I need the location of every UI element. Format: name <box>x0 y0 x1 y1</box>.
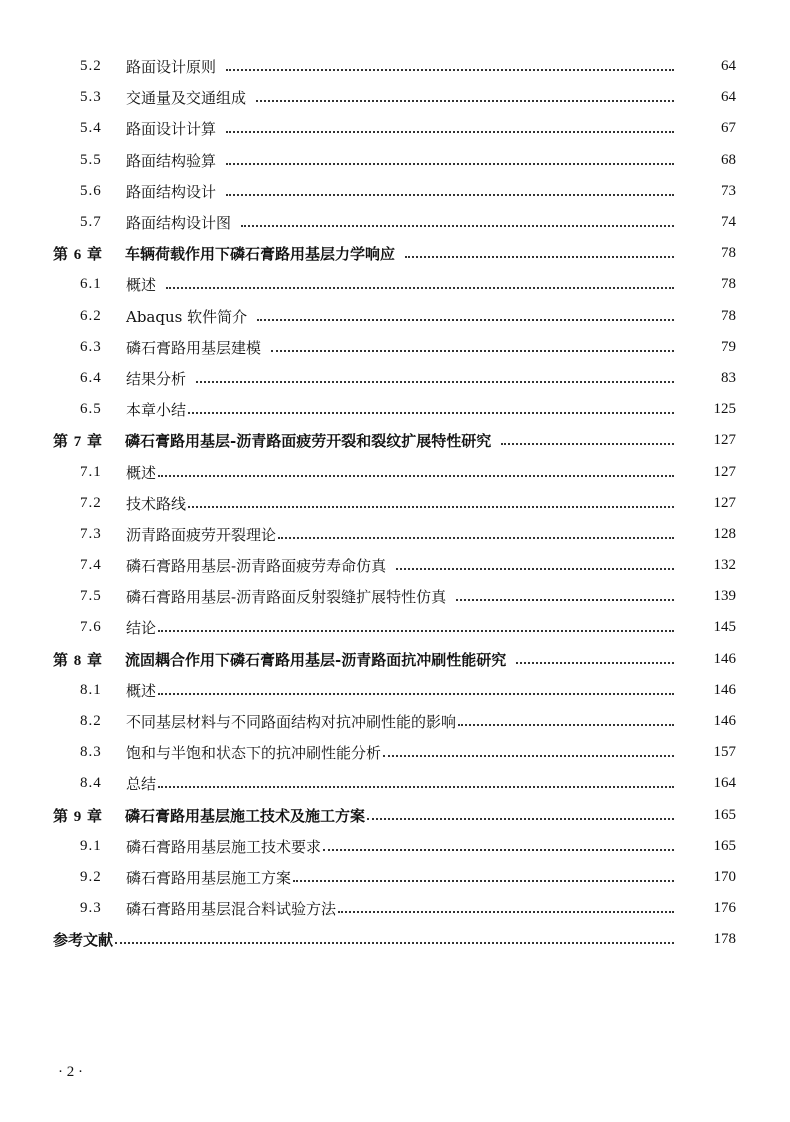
toc-entry-number: 第 7 章 <box>53 434 104 451</box>
dot-leader <box>396 567 674 570</box>
dot-leader <box>456 598 674 601</box>
toc-entry-number: 8.2 <box>80 713 102 730</box>
toc-entry-page: 127 <box>713 463 736 480</box>
toc-entry-title: 不同基层材料与不同路面结构对抗冲刷性能的影响 <box>126 713 457 732</box>
dot-leader <box>257 318 674 321</box>
toc-entry-title: 概述 <box>126 681 157 700</box>
toc-entry-number: 6.5 <box>80 401 102 418</box>
toc-entry-number: 6.2 <box>80 307 102 324</box>
toc-entry-page: 145 <box>713 619 736 636</box>
dot-leader <box>158 692 674 695</box>
toc-entry-title: Abaqus 软件简介 <box>126 307 248 326</box>
toc-entry-title: 沥青路面疲劳开裂理论 <box>126 525 277 544</box>
toc-entry-page: 64 <box>721 58 736 75</box>
dot-leader <box>166 286 674 289</box>
toc-entry-number: 5.7 <box>80 214 102 231</box>
toc-entry-title: 磷石膏路用基层施工方案 <box>126 868 292 887</box>
toc-section-entry[interactable] <box>0 519 790 550</box>
dot-leader <box>367 817 674 820</box>
toc-entry-page: 64 <box>721 89 736 106</box>
toc-entry-number: 5.5 <box>80 151 102 168</box>
toc-entry-page: 78 <box>721 245 736 262</box>
dot-leader <box>115 941 674 944</box>
toc-entry-number: 8.3 <box>80 744 102 761</box>
dot-leader <box>226 130 674 133</box>
toc-entry-page: 128 <box>713 525 736 542</box>
dot-leader <box>241 224 674 227</box>
toc-section-entry[interactable] <box>0 363 790 394</box>
dot-leader <box>188 411 674 414</box>
toc-section-entry[interactable] <box>0 394 790 425</box>
toc-entry-title: 参考文献 <box>53 931 114 950</box>
toc-entry-number: 9.3 <box>80 900 102 917</box>
toc-entry-page: 132 <box>713 557 736 574</box>
toc-entry-page: 68 <box>721 151 736 168</box>
toc-entry-number: 7.1 <box>80 463 102 480</box>
toc-entry-page: 146 <box>713 713 736 730</box>
toc-entry-title: 磷石膏路用基层建模 <box>126 338 262 357</box>
toc-entry-number: 6.4 <box>80 369 102 386</box>
toc-entry-page: 165 <box>713 806 736 823</box>
toc-entry-number: 7.3 <box>80 525 102 542</box>
dot-leader <box>516 661 674 664</box>
toc-entry-title: 结果分析 <box>126 369 187 388</box>
toc-section-entry[interactable] <box>0 207 790 238</box>
toc-entry-title: 磷石膏路用基层-沥青路面疲劳开裂和裂纹扩展特性研究 <box>125 432 492 451</box>
toc-entry-title: 磷石膏路用基层混合料试验方法 <box>126 900 337 919</box>
toc-section-entry[interactable] <box>0 332 790 363</box>
dot-leader <box>383 754 674 757</box>
toc-entry-title: 路面结构设计 <box>126 182 217 201</box>
toc-entry-number: 5.3 <box>80 89 102 106</box>
toc-section-entry[interactable] <box>0 456 790 487</box>
toc-section-entry[interactable] <box>0 82 790 113</box>
toc-entry-title: 本章小结 <box>126 401 187 420</box>
toc-section-entry[interactable] <box>0 145 790 176</box>
toc-chapter-entry[interactable] <box>0 800 790 831</box>
toc-entry-page: 67 <box>721 120 736 137</box>
toc-entry-page: 127 <box>713 432 736 449</box>
toc-entry-title: 磷石膏路用基层施工技术要求 <box>126 837 322 856</box>
toc-entry-title: 路面设计原则 <box>126 58 217 77</box>
toc-section-entry[interactable] <box>0 768 790 799</box>
toc-entry-title: 磷石膏路用基层-沥青路面反射裂缝扩展特性仿真 <box>126 588 447 607</box>
toc-entry-title: 交通量及交通组成 <box>126 89 247 108</box>
toc-entry-number: 9.2 <box>80 868 102 885</box>
toc-section-entry[interactable] <box>0 51 790 82</box>
dot-leader <box>323 848 674 851</box>
dot-leader <box>278 536 674 539</box>
toc-section-entry[interactable] <box>0 737 790 768</box>
toc-entry-number: 6.3 <box>80 338 102 355</box>
toc-entry-number: 6.1 <box>80 276 102 293</box>
toc-entry-title: 技术路线 <box>126 494 187 513</box>
toc-entry-page: 176 <box>713 900 736 917</box>
toc-entry-title: 饱和与半饱和状态下的抗冲刷性能分析 <box>126 744 382 763</box>
dot-leader <box>158 629 674 632</box>
dot-leader <box>271 349 674 352</box>
toc-entry-number: 第 6 章 <box>53 247 104 264</box>
toc-entry-number: 5.2 <box>80 58 102 75</box>
toc-entry-title: 总结 <box>126 775 157 794</box>
dot-leader <box>158 785 674 788</box>
toc-entry-title: 磷石膏路用基层-沥青路面疲劳寿命仿真 <box>126 557 387 576</box>
toc-entry-page: 170 <box>713 868 736 885</box>
toc-entry-page: 73 <box>721 182 736 199</box>
toc-chapter-entry[interactable] <box>0 644 790 675</box>
toc-entry-title: 路面设计计算 <box>126 120 217 139</box>
toc-section-entry[interactable] <box>0 893 790 924</box>
toc-entry-title: 流固耦合作用下磷石膏路用基层-沥青路面抗冲刷性能研究 <box>125 650 507 669</box>
dot-leader <box>226 162 674 165</box>
toc-section-entry[interactable] <box>0 269 790 300</box>
toc-chapter-entry[interactable] <box>0 425 790 456</box>
dot-leader <box>458 723 674 726</box>
toc-section-entry[interactable] <box>0 612 790 643</box>
toc-entry-title: 概述 <box>126 276 157 295</box>
dot-leader <box>501 442 674 445</box>
toc-entry-title: 路面结构验算 <box>126 151 217 170</box>
dot-leader <box>188 505 674 508</box>
toc-entry-page: 178 <box>713 931 736 948</box>
toc-entry-number: 5.6 <box>80 182 102 199</box>
toc-section-entry[interactable] <box>0 488 790 519</box>
toc-section-entry[interactable] <box>0 176 790 207</box>
toc-entry-number: 第 8 章 <box>53 652 104 669</box>
toc-entry-page: 74 <box>721 214 736 231</box>
toc-section-entry[interactable] <box>0 862 790 893</box>
dot-leader <box>256 99 674 102</box>
toc-entry-title: 路面结构设计图 <box>126 214 232 233</box>
toc-entry-number: 7.2 <box>80 494 102 511</box>
toc-entry-page: 165 <box>713 837 736 854</box>
dot-leader <box>405 255 674 258</box>
dot-leader <box>226 193 674 196</box>
table-of-contents <box>0 51 790 955</box>
toc-entry-number: 9.1 <box>80 837 102 854</box>
toc-entry-page: 157 <box>713 744 736 761</box>
toc-entry-number: 7.6 <box>80 619 102 636</box>
toc-section-entry[interactable] <box>0 831 790 862</box>
toc-entry-page: 125 <box>713 401 736 418</box>
toc-entry-number: 5.4 <box>80 120 102 137</box>
page-number: · 2 · <box>58 1064 83 1080</box>
toc-section-entry[interactable] <box>0 706 790 737</box>
toc-entry-title: 概述 <box>126 463 157 482</box>
toc-entry-page: 83 <box>721 369 736 386</box>
dot-leader <box>293 879 674 882</box>
toc-entry-title: 结论 <box>126 619 157 638</box>
dot-leader <box>338 910 674 913</box>
toc-entry-title: 磷石膏路用基层施工技术及施工方案 <box>125 806 366 825</box>
toc-entry-page: 78 <box>721 276 736 293</box>
toc-entry-number: 7.4 <box>80 557 102 574</box>
toc-entry-number: 7.5 <box>80 588 102 605</box>
toc-section-entry[interactable] <box>0 301 790 332</box>
toc-section-entry[interactable] <box>0 581 790 612</box>
toc-entry-page: 139 <box>713 588 736 605</box>
toc-entry-number: 8.1 <box>80 681 102 698</box>
toc-entry-page: 146 <box>713 650 736 667</box>
toc-entry-page: 127 <box>713 494 736 511</box>
toc-section-entry[interactable] <box>0 550 790 581</box>
toc-entry-number: 8.4 <box>80 775 102 792</box>
toc-entry-number: 第 9 章 <box>53 808 104 825</box>
dot-leader <box>196 380 674 383</box>
toc-section-entry[interactable] <box>0 113 790 144</box>
dot-leader <box>226 68 674 71</box>
toc-entry-page: 79 <box>721 338 736 355</box>
toc-section-entry[interactable] <box>0 675 790 706</box>
toc-entry-page: 146 <box>713 681 736 698</box>
toc-chapter-entry[interactable] <box>0 238 790 269</box>
toc-references-entry[interactable] <box>0 924 790 955</box>
dot-leader <box>158 474 674 477</box>
toc-entry-page: 164 <box>713 775 736 792</box>
toc-entry-page: 78 <box>721 307 736 324</box>
toc-entry-title: 车辆荷载作用下磷石膏路用基层力学响应 <box>125 245 396 264</box>
